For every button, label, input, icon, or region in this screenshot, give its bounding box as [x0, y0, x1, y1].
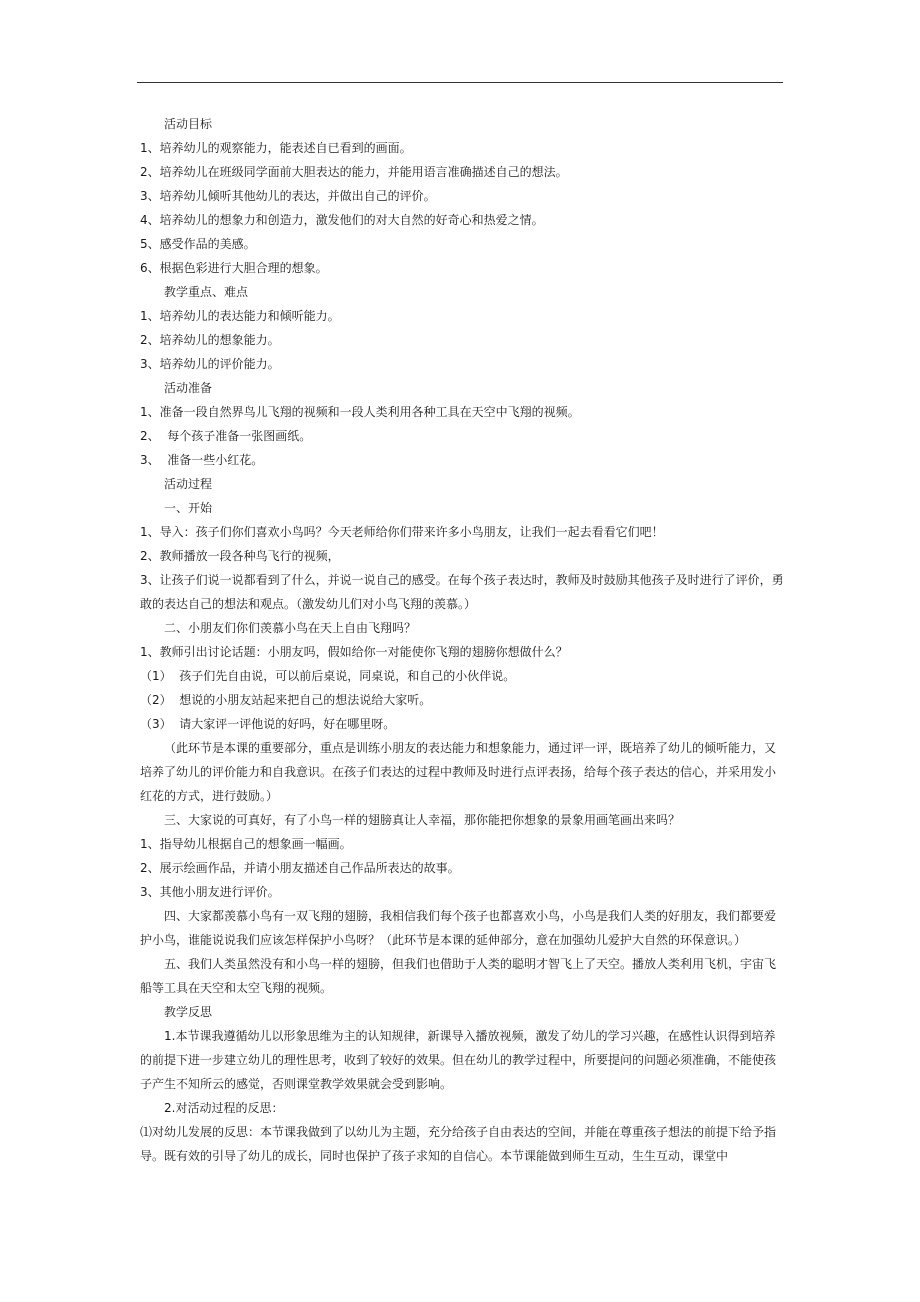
goal-item: 4、培养幼儿的想象力和创造力，激发他们的对大自然的好奇心和热爱之情。	[140, 213, 544, 227]
goal-item: 1、培养幼儿的观察能力，能表述自已看到的画面。	[140, 141, 412, 155]
step-subitem: （2） 想说的小朋友站起来把自己的想法说给大家听。	[140, 693, 432, 707]
step-title: 三、大家说的可真好，有了小鸟一样的翅膀真让人幸福，那你能把你想象的景象用画笔画出来吗？	[164, 813, 681, 827]
key-point-item: 1、培养幼儿的表达能力和倾听能力。	[140, 309, 340, 323]
step-paragraph: 五、我们人类虽然没有和小鸟一样的翅膀，但我们也借助于人类的聪明才智飞上了天空。播放人类利用飞机，宇宙飞船等工具在天空和太空飞翔的视频。	[140, 957, 777, 995]
step-item: 2、展示绘画作品，并请小朋友描述自己作品所表达的故事。	[140, 861, 460, 875]
goal-item: 5、感受作品的美感。	[140, 237, 256, 251]
section-heading-reflection: 教学反思	[164, 1005, 213, 1019]
step-title: 一、开始	[164, 501, 213, 515]
step-note: （此环节是本课的重要部分，重点是训练小朋友的表达能力和想象能力，通过评一评，既培养了幼儿的倾听能力，又培养了幼儿的评价能力和自我意识。在孩子们表达的过程中教师及时进行点评表扬，给每个孩子表达的信心，并采用发小红花的方式，进行鼓励。）	[140, 741, 777, 803]
step-item: 1、教师引出讨论话题：小朋友吗，假如给你一对能使你飞翔的翅膀你想做什么？	[140, 645, 568, 659]
header-rule	[137, 82, 783, 83]
reflection-paragraph: 2.对活动过程的反思：	[164, 1101, 284, 1115]
step-paragraph: 四、大家都羡慕小鸟有一双飞翔的翅膀，我相信我们每个孩子也都喜欢小鸟，小鸟是我们人类的好朋友，我们都要爱护小鸟，谁能说说我们应该怎样保护小鸟呀？（此环节是本课的延伸部分，意在加强幼儿爱护大自然的环保意识。）	[140, 909, 777, 947]
goal-item: 2、培养幼儿在班级同学面前大胆表达的能力，并能用语言准确描述自己的想法。	[140, 165, 568, 179]
goal-item: 6、根据色彩进行大胆合理的想象。	[140, 261, 328, 275]
reflection-paragraph: ⑴对幼儿发展的反思：本节课我做到了以幼儿为主题，充分给孩子自由表达的空间，并能在尊重孩子想法的前提下给予指导。既有效的引导了幼儿的成长，同时也保护了孩子求知的自信心。本节课能做到师生互动，生生互动，课堂中	[140, 1125, 777, 1163]
preparation-item: 1、准备一段自然界鸟儿飞翔的视频和一段人类利用各种工具在天空中飞翔的视频。	[140, 405, 580, 419]
step-item: 1、指导幼儿根据自己的想象画一幅画。	[140, 837, 352, 851]
step-item: 3、让孩子们说一说都看到了什么，并说一说自己的感受。在每个孩子表达时，教师及时鼓励其他孩子及时进行了评价，勇敢的表达自己的想法和观点。（激发幼儿们对小鸟飞翔的羡慕。）	[140, 573, 784, 611]
reflection-paragraph: 1.本节课我遵循幼儿以形象思维为主的认知规律，新课导入播放视频，激发了幼儿的学习兴趣，在感性认识得到培养的前提下进一步建立幼儿的理性思考，收到了较好的效果。但在幼儿的教学过程中，所要提问的问题必须准确，不能使孩子产生不知所云的感觉，否则课堂教学效果就会受到影响。	[140, 1029, 777, 1091]
preparation-item: 2、 每个孩子准备一张图画纸。	[140, 429, 312, 443]
section-heading-process: 活动过程	[164, 477, 213, 491]
section-heading-preparation: 活动准备	[164, 381, 213, 395]
document-body	[140, 112, 784, 1168]
step-item: 2、教师播放一段各种鸟飞行的视频，	[140, 549, 340, 563]
step-subitem: （3） 请大家评一评他说的好吗，好在哪里呀。	[140, 717, 396, 731]
section-heading-goals: 活动目标	[164, 117, 213, 131]
section-heading-key-points: 教学重点、难点	[164, 285, 249, 299]
key-point-item: 2、培养幼儿的想象能力。	[140, 333, 280, 347]
step-item: 1、导入：孩子们你们喜欢小鸟吗？今天老师给你们带来许多小鸟朋友，让我们一起去看看它们吧！	[140, 525, 664, 539]
goal-item: 3、培养幼儿倾听其他幼儿的表达，并做出自己的评价。	[140, 189, 436, 203]
preparation-item: 3、 准备一些小红花。	[140, 453, 264, 467]
step-subitem: （1） 孩子们先自由说，可以前后桌说，同桌说，和自己的小伙伴说。	[140, 669, 516, 683]
key-point-item: 3、培养幼儿的评价能力。	[140, 357, 280, 371]
step-title: 二、小朋友们你们羡慕小鸟在天上自由飞翔吗？	[164, 621, 417, 635]
step-item: 3、其他小朋友进行评价。	[140, 885, 280, 899]
